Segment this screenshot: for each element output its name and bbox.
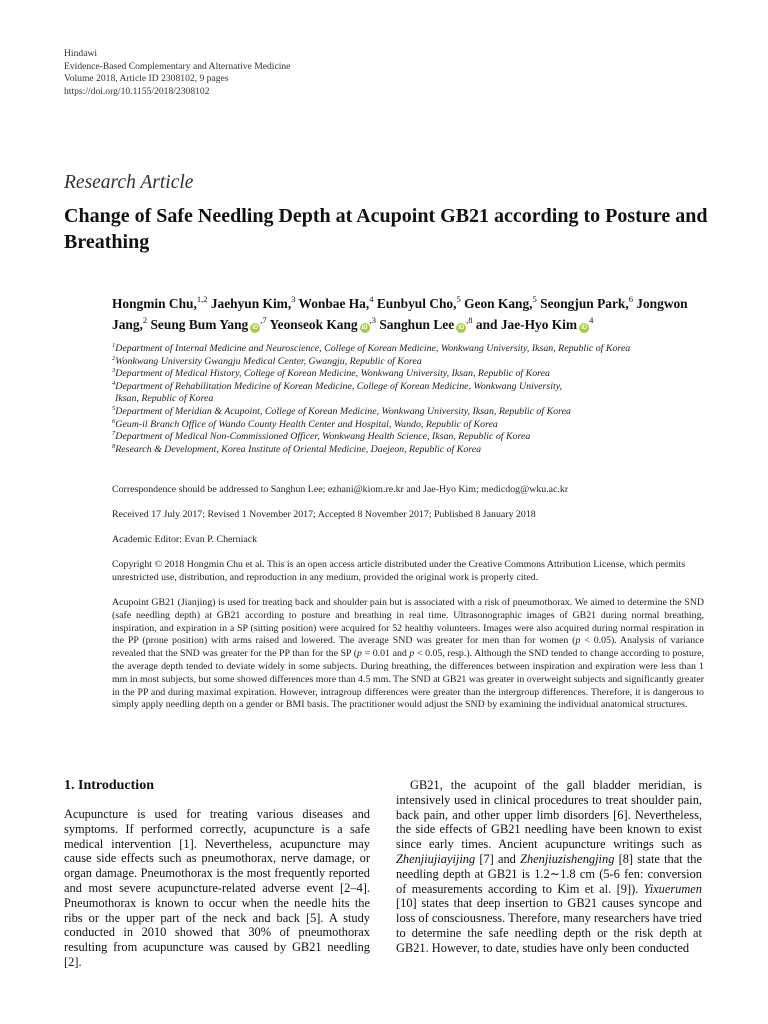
- author-name: Yeonseok Kang $iD^{,3}$: [266, 315, 377, 332]
- affiliation: $^3$Department of Medical History, College of Korean Medicine, Wonkwang University, Iksan, Republic of Korea: [112, 367, 550, 380]
- abstract: Acupoint GB21 (Jianjing) is used for treating back and shoulder pain but is associated with a risk of pneumothorax. We aimed to determine the SND (safe needling depth) at GB21 according to posture and breathing in real time. Ultrasonographic images of GB21 during normal breathing, inspiration, and expiration in a SP (sitting position) were acquired for 52 healthy volunteers. Images were also acquired during normal respiration in the PP (prone position) with arms raised and lowered. The average SND was greater for men than for women (p < 0.05). Analysis of variance revealed that the SND was greater for the PP than for the SP (p = 0.01 and p < 0.05, resp.). Although the SND tended to change according to posture, the average depth tended to deviate widely in some subjects. During breathing, the differences between inspiration and expiration were less than 1 mm in most subjects, but some showed differences more than 4.5 mm. The SND at GB21 was greater in overweight subjects and significantly greater in the PP and during maximal expiration. However, intragroup differences were greater than the intergroup differences. Therefore, it is dangerous to simply apply needling depth on a gender or BMI basis. The practitioner would adjust the SND by examining the individual anatomical structures.: [112, 597, 705, 711]
- author-affiliation-mark: 5: [532, 294, 537, 304]
- affiliation: $^5$Department of Meridian & Acupoint, College of Korean Medicine, Wonkwang University, Iksan, Republic of Korea: [112, 404, 571, 417]
- author-name: Hongmin Chu,$^{1,2}$: [112, 294, 208, 311]
- orcid-icon[interactable]: iD: [581, 325, 588, 331]
- author-affiliation-mark: 1,2: [196, 294, 208, 304]
- affiliation-continued: Iksan, Republic of Korea: [115, 393, 214, 405]
- author-affiliation-mark: 4: [369, 294, 374, 304]
- author-affiliation-mark: 4: [589, 315, 594, 325]
- author-affiliation-mark: 2: [142, 315, 148, 325]
- author-affiliation-mark: ,8: [466, 315, 473, 325]
- publisher: Hindawi: [64, 48, 98, 59]
- publication-dates: Received 17 July 2017; Revised 1 November 2017; Accepted 8 November 2017; Published 8 January 2018: [112, 509, 536, 520]
- orcid-icon[interactable]: iD: [361, 325, 368, 331]
- volume-info: Volume 2018, Article ID 2308102, 9 pages: [64, 73, 229, 85]
- author-name: Jongwon Jang,$^2$: [112, 296, 688, 332]
- paragraph: Acupuncture is used for treating various diseases and symptoms. If performed correctly, acupuncture is a safe medical intervention [1]. Nevertheless, acupuncture may cause side effects such as pneumothorax, nerve damage, or organ damage. Pneumothorax is the most frequently reported and most severe acupuncture-related adverse event [2–4]. Pneumothorax is known to occur when the needle hits the ribs or the upper part of the neck and back [5]. A study conducted in 2010 showed that 30% of pneumothorax resulting from acupuncture was caused by GB21 needling [2].: [64, 807, 370, 969]
- author-name: Eunbyul Cho,$^5$: [373, 294, 461, 311]
- affiliation: $^1$Department of Internal Medicine and Neuroscience, College of Korean Medicine, Wonkwang University, Iksan, Republic of Korea: [112, 342, 631, 354]
- orcid-icon[interactable]: iD: [458, 325, 465, 331]
- copyright-notice: Copyright © 2018 Hongmin Chu et al. This is an open access article distributed under the Creative Commons Attribution License, which permits unrestricted use, distribution, and reproduction in any medium, provided the original work is properly cited.: [112, 559, 686, 583]
- doi-link[interactable]: https://doi.org/10.1155/2018/2308102: [64, 85, 210, 97]
- paper-title: Change of Safe Needling Depth at Acupoint GB21 according to Posture and Breathing: [64, 205, 708, 253]
- author-name: Wonbae Ha,$^4$: [295, 294, 374, 311]
- affiliation: $^6$Geum-il Branch Office of Wando County Health Center and Hospital, Wando, Republic of Korea: [112, 417, 498, 430]
- author-affiliation-mark: ,7: [260, 315, 267, 325]
- journal-header: [64, 48, 290, 98]
- section-title: 1. Introduction: [64, 778, 154, 793]
- paragraph: GB21, the acupoint of the gall bladder meridian, is intensively used in clinical procedures to treat shoulder pain, back pain, and other upper limb disorders [6]. Nevertheless, the side effects of GB21 needling have been known to exist since early times. Ancient acupuncture writings such as Zhenjiujiayijing [7] and Zhenjiuzishengjing [8] state that the needling depth at GB21 is 1.2∼1.8 cm (5-6 fen: conversion of measurements according to Kim et al. [9]). Yixuerumen [10] states that deep insertion to GB21 causes syncope and loss of consciousness. Therefore, many researchers have tried to determine the safe needling depth or the risk depth at GB21. However, to date, studies have only been conducted: [396, 778, 703, 955]
- author-list: [112, 293, 712, 335]
- author-affiliation-mark: 5: [456, 294, 461, 304]
- affiliation: $^8$Research & Development, Korea Institute of Oriental Medicine, Daejeon, Republic of Korea: [112, 442, 482, 455]
- right-column: [396, 778, 702, 956]
- author-name: and Jae-Hyo Kim $iD^4$: [472, 315, 594, 332]
- author-name: Seongjun Park,$^6$: [536, 294, 633, 311]
- correspondence: Correspondence should be addressed to Sanghun Lee; ezhani@kiom.re.kr and Jae-Hyo Kim; medicdog@wku.ac.kr: [112, 484, 569, 495]
- left-column: [64, 778, 370, 970]
- orcid-icon[interactable]: iD: [252, 325, 259, 331]
- author-affiliation-mark: ,3: [369, 315, 377, 325]
- author-name: Sanghun Lee $iD^{,8}$: [376, 315, 473, 332]
- affiliation-list: [112, 343, 712, 456]
- affiliation: $^4$Department of Rehabilitation Medicine of Korean Medicine, College of Korean Medicine, Wonkwang University,: [112, 379, 563, 392]
- author-affiliation-mark: 6: [628, 294, 633, 304]
- author-name: Jaehyun Kim,$^3$: [207, 294, 296, 311]
- affiliation: $^7$Department of Medical Non-Commissioned Officer, Wonkwang Health Science, Iksan, Republic of Korea: [112, 430, 531, 443]
- affiliation: $^2$Wonkwang University Gwangju Medical Center, Gwangju, Republic of Korea: [112, 354, 422, 367]
- article-type: Research Article: [64, 172, 194, 193]
- academic-editor: Academic Editor: Evan P. Cherniack: [112, 534, 258, 545]
- author-affiliation-mark: 3: [291, 294, 296, 304]
- journal-name: Evidence-Based Complementary and Alternative Medicine: [64, 60, 291, 72]
- author-name: Seung Bum Yang $iD^{,7}$: [147, 315, 267, 332]
- author-name: Geon Kang,$^5$: [460, 294, 537, 311]
